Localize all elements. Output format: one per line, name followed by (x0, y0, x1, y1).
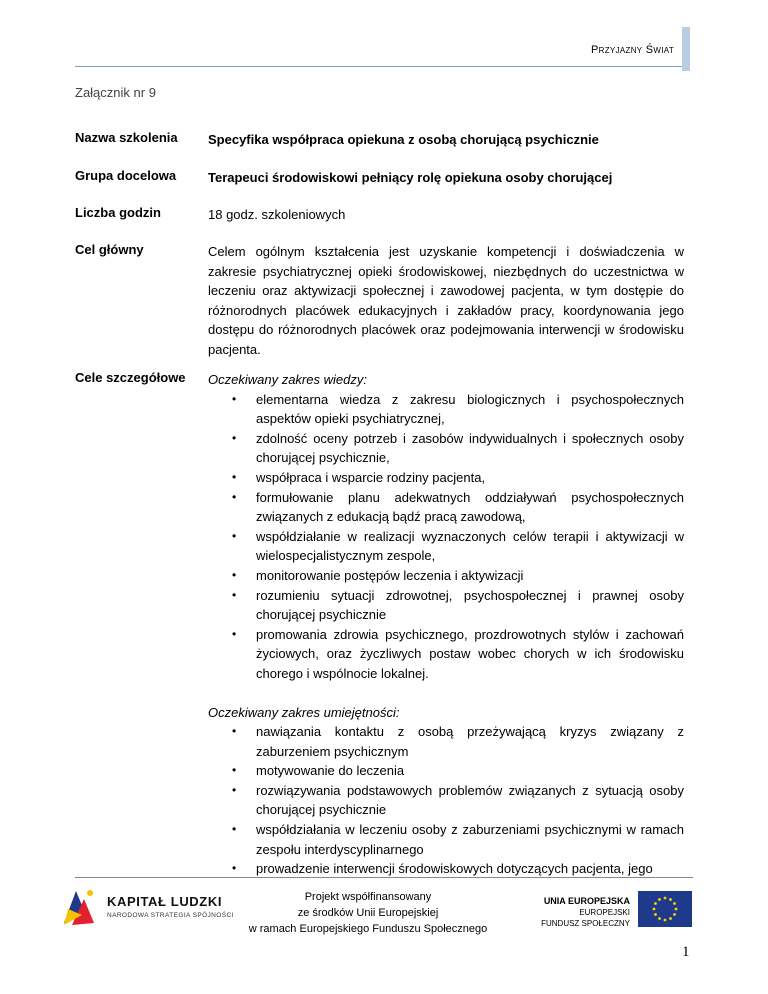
eu-line: UNIA EUROPEJSKA (543, 896, 630, 906)
eu-star-icon (664, 919, 667, 922)
field-value: Celem ogólnym kształcenia jest uzyskanie kompetencji i doświadczenia w zakresie psychiatrycznej opieki środowiskowej, niezbędnych do uczestnictwa w leczeniu oraz aktywizacji społecznej i zawodowej pacjenta, w tym dostępie do różnorodnych placówek edukacyjnych i zakładów pracy, koordynowania jego dostępu do różnorodnych placówek oraz podejmowania interwencji w środowisku pacjenta. (208, 244, 684, 357)
footer-rule (75, 877, 693, 878)
eu-star-icon (658, 898, 661, 901)
knowledge-list (208, 390, 684, 684)
eu-star-icon (658, 917, 661, 920)
list-item: • promowania zdrowia psychicznego, prozdrowotnych stylów i zachowań życiowych, oraz życzliwych postaw wobec chorych w ich środowisku chorego i wspólnocie lokalnej. (256, 625, 684, 684)
eu-star-icon (654, 913, 657, 916)
kl-logo-subtitle: NARODOWA STRATEGIA SPÓJNOŚCI (107, 912, 234, 919)
project-note (243, 889, 493, 937)
eu-star-icon (654, 902, 657, 905)
field-label: Cele szczegółowe (75, 370, 186, 385)
annex-label: Załącznik nr 9 (75, 85, 156, 100)
header-rule (75, 66, 682, 67)
field-value: 18 godz. szkoleniowych (208, 207, 346, 222)
eu-star-icon (664, 897, 667, 900)
field-label: Cel główny (75, 242, 144, 257)
field-label: Nazwa szkolenia (75, 130, 178, 145)
field-label: Liczba godzin (75, 205, 161, 220)
list-item: • nawiązania kontaktu z osobą przeżywającą kryzys związany z zaburzeniem psychicznym (256, 722, 684, 761)
eu-star-icon (653, 908, 656, 911)
eu-star-icon (669, 917, 672, 920)
detailed-goals-content (208, 370, 684, 879)
list-item: • motywowanie do leczenia (256, 761, 684, 781)
eu-star-icon (675, 908, 678, 911)
kapital-ludzki-logo-icon (62, 885, 102, 929)
list-item: • monitorowanie postępów leczenia i aktywizacji (256, 566, 684, 586)
skills-heading: Oczekiwany zakres umiejętności: (208, 704, 400, 720)
project-line: w ramach Europejskiego Funduszu Społecznego (248, 923, 488, 935)
knowledge-heading: Oczekiwany zakres wiedzy: (208, 372, 367, 387)
page-number: 1 (682, 944, 690, 960)
field-value: Specyfika współpraca opiekuna z osobą chorującą psychicznie (208, 132, 599, 147)
list-item: • elementarna wiedza z zakresu biologicznych i psychospołecznych aspektów opieki psychiatrycznej, (256, 390, 684, 429)
list-item: • współdziałania w leczeniu osoby z zaburzeniami psychicznymi w ramach zespołu interdyscyplinarnego (256, 820, 684, 859)
project-line: Projekt współfinansowany (304, 891, 432, 903)
field-value: Terapeuci środowiskowi pełniący rolę opiekuna osoby chorującej (208, 170, 613, 185)
skills-list (208, 722, 684, 879)
list-item: • prowadzenie interwencji środowiskowych dotyczących pacjenta, jego (256, 859, 684, 879)
list-item: • formułowanie planu adekwatnych oddziaływań psychospołecznych związanych z edukacją bądź pracą zawodową, (256, 488, 684, 527)
list-item: • rozwiązywania podstawowych problemów związanych z sytuacją osoby chorującej psychicznie (256, 781, 684, 820)
list-item: • współdziałanie w realizacji wyznaczonych celów terapii i aktywizacji w wielospecjalistycznym zespole, (256, 527, 684, 566)
eu-star-icon (669, 898, 672, 901)
eu-star-icon (673, 913, 676, 916)
eu-line: EUROPEJSKI (579, 908, 630, 917)
list-item: • rozumieniu sytuacji zdrowotnej, psychospołecznej i prawnej osoby chorującej psychicznie (256, 586, 684, 625)
eu-line: FUNDUSZ SPOŁECZNY (541, 919, 630, 928)
list-item: • współpraca i wsparcie rodziny pacjenta, (256, 468, 684, 488)
eu-star-icon (673, 902, 676, 905)
list-item: • zdolność oceny potrzeb i zasobów indywidualnych i społecznych osoby chorującej psychicznie, (256, 429, 684, 468)
running-header: Przyjazny Świat (591, 44, 674, 56)
header-accent-bar (682, 27, 690, 71)
eu-logo-text (520, 896, 630, 929)
kl-logo-title: KAPITAŁ LUDZKI (107, 894, 223, 909)
field-label: Grupa docelowa (75, 168, 177, 183)
eu-flag-icon (638, 891, 692, 927)
project-line: ze środków Unii Europejskiej (297, 907, 439, 919)
